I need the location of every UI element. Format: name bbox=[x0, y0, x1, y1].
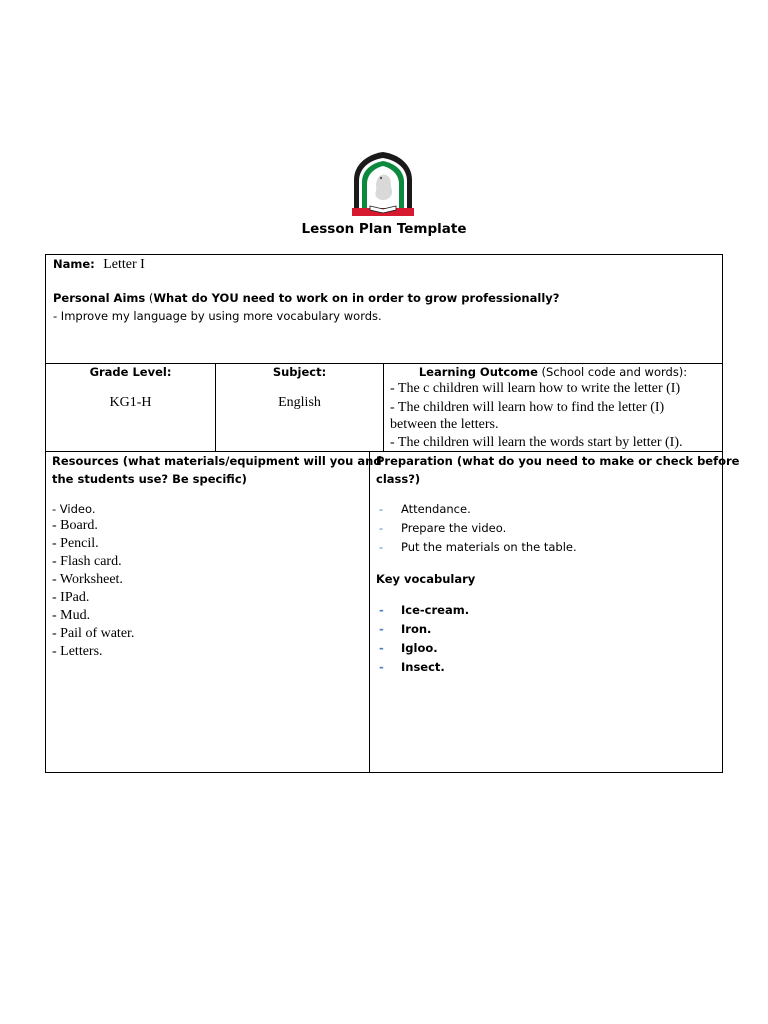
list-item: - Mud. bbox=[52, 608, 91, 623]
learning-outcome-label: Learning Outcome (School code and words): bbox=[418, 365, 688, 379]
key-vocabulary-label: Key vocabulary bbox=[376, 572, 476, 586]
grade-level-label: Grade Level: bbox=[89, 365, 172, 379]
resources-list bbox=[52, 517, 134, 661]
list-item: - Prepare the video. bbox=[376, 519, 577, 538]
preparation-label-line-1: Preparation (what do you need to make or check before bbox=[376, 454, 740, 468]
list-item: - Iron. bbox=[376, 620, 469, 639]
resources-first-item: - Video. bbox=[52, 502, 96, 516]
name-row bbox=[53, 255, 145, 273]
name-value: Letter I bbox=[103, 257, 145, 272]
list-item: - Insect. bbox=[376, 658, 469, 677]
subject-value: English bbox=[278, 395, 321, 410]
list-item: - IPad. bbox=[52, 590, 90, 605]
dash-bullet: - bbox=[379, 622, 384, 636]
list-item: - Worksheet. bbox=[52, 572, 123, 587]
resources-label-line-1: Resources (what materials/equipment will you and bbox=[52, 454, 382, 468]
personal-aims-text: - Improve my language by using more vocabulary words. bbox=[53, 309, 382, 323]
list-item: - Pencil. bbox=[52, 536, 99, 551]
dash-bullet: - bbox=[379, 502, 384, 516]
grade-level-value: KG1-H bbox=[109, 395, 152, 410]
list-item: - Flash card. bbox=[52, 554, 122, 569]
learning-outcome-line-4: - The children will learn the words start by letter (I). bbox=[390, 435, 683, 450]
learning-outcome-line-2: - The children will learn how to find the letter (I) bbox=[390, 400, 665, 415]
preparation-label-line-2: class?) bbox=[376, 472, 421, 486]
list-item: - Attendance. bbox=[376, 500, 577, 519]
school-logo-icon bbox=[350, 150, 416, 220]
dash-bullet: - bbox=[379, 660, 384, 674]
document-title: Lesson Plan Template bbox=[301, 221, 467, 237]
dash-bullet: - bbox=[379, 540, 384, 554]
learning-outcome-line-1: - The c children will learn how to write the letter (I) bbox=[390, 381, 681, 396]
learning-outcome-line-3: between the letters. bbox=[390, 417, 499, 432]
preparation-list bbox=[376, 500, 577, 557]
dash-bullet: - bbox=[379, 603, 384, 617]
personal-aims-label: Personal Aims (What do YOU need to work on in order to grow professionally? bbox=[53, 291, 560, 305]
list-item: - Pail of water. bbox=[52, 626, 135, 641]
key-vocabulary-list bbox=[376, 601, 469, 677]
resources-label-line-2: the students use? Be specific) bbox=[52, 472, 247, 486]
list-item: - Igloo. bbox=[376, 639, 469, 658]
dash-bullet: - bbox=[379, 641, 384, 655]
name-label: Name: bbox=[53, 257, 95, 271]
list-item: - Put the materials on the table. bbox=[376, 538, 577, 557]
subject-label: Subject: bbox=[272, 365, 327, 379]
dash-bullet: - bbox=[379, 521, 384, 535]
list-item: - Letters. bbox=[52, 644, 103, 659]
list-item: - Board. bbox=[52, 518, 98, 533]
list-item: - Ice-cream. bbox=[376, 601, 469, 620]
